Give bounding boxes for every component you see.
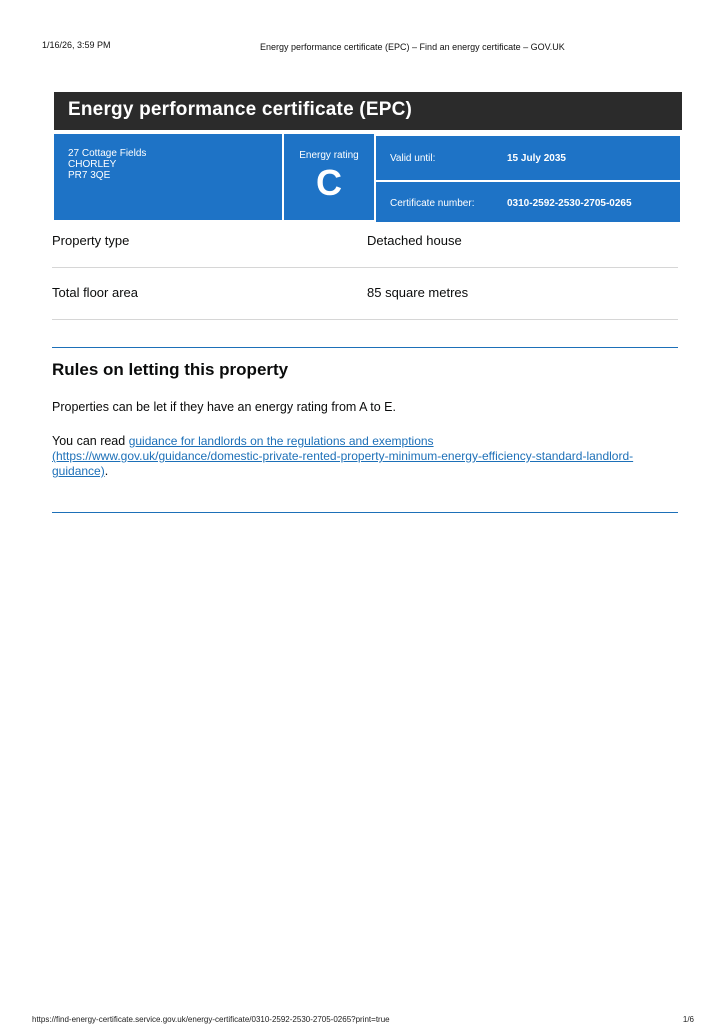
address-line-1: 27 Cottage Fields bbox=[68, 148, 147, 159]
print-footer bbox=[32, 1012, 694, 1024]
summary-value: 85 square metres bbox=[367, 285, 469, 300]
letting-heading: Rules on letting this property bbox=[52, 360, 289, 379]
energy-rating-label: Energy rating bbox=[299, 150, 359, 161]
certificate-number-label: Certificate number: bbox=[390, 198, 475, 209]
letting-guidance bbox=[52, 434, 652, 479]
guidance-link[interactable]: guidance for landlords on the regulations and exemptions bbox=[128, 434, 434, 448]
section-break bbox=[52, 512, 678, 513]
print-header bbox=[42, 40, 684, 56]
summary-value: Detached house bbox=[367, 233, 462, 248]
print-footer-url: https://find-energy-certificate.service.gov.uk/energy-certificate/0310-2592-2530-2705-0265?print=true bbox=[32, 1015, 390, 1024]
letting-body: Properties can be let if they have an energy rating from A to E. bbox=[52, 400, 396, 414]
epc-banner bbox=[54, 92, 682, 130]
energy-rating-box bbox=[284, 134, 374, 220]
energy-rating-letter: C bbox=[316, 162, 342, 203]
valid-until-box bbox=[376, 136, 680, 180]
guidance-url-line-1: (https://www.gov.uk/guidance/domestic-private-rented-property-minimum-energy-efficiency-standard-landlord- bbox=[52, 449, 634, 463]
section-break bbox=[52, 347, 678, 348]
print-page-number: 1/6 bbox=[682, 1015, 694, 1024]
guidance-suffix: . bbox=[104, 464, 109, 478]
address-line-2: CHORLEY bbox=[68, 159, 117, 170]
summary-divider bbox=[52, 267, 678, 268]
address-postcode: PR7 3QE bbox=[68, 170, 111, 181]
property-address bbox=[54, 134, 282, 220]
guidance-prefix: You can read bbox=[52, 434, 129, 448]
valid-until-label: Valid until: bbox=[390, 153, 436, 164]
guidance-url-link[interactable] bbox=[52, 449, 633, 478]
valid-until-value: 15 July 2035 bbox=[507, 153, 566, 164]
print-datetime: 1/16/26, 3:59 PM bbox=[42, 40, 111, 50]
certificate-number-box bbox=[376, 182, 680, 222]
guidance-url-line-2: guidance) bbox=[52, 464, 105, 478]
certificate-number-value: 0310-2592-2530-2705-0265 bbox=[507, 198, 632, 209]
epc-banner-title: Energy performance certificate (EPC) bbox=[68, 99, 413, 120]
print-page-title: Energy performance certificate (EPC) – Find an energy certificate – GOV.UK bbox=[260, 42, 565, 52]
summary-divider bbox=[52, 319, 678, 320]
summary-key: Total floor area bbox=[52, 285, 138, 300]
summary-key: Property type bbox=[52, 233, 130, 248]
